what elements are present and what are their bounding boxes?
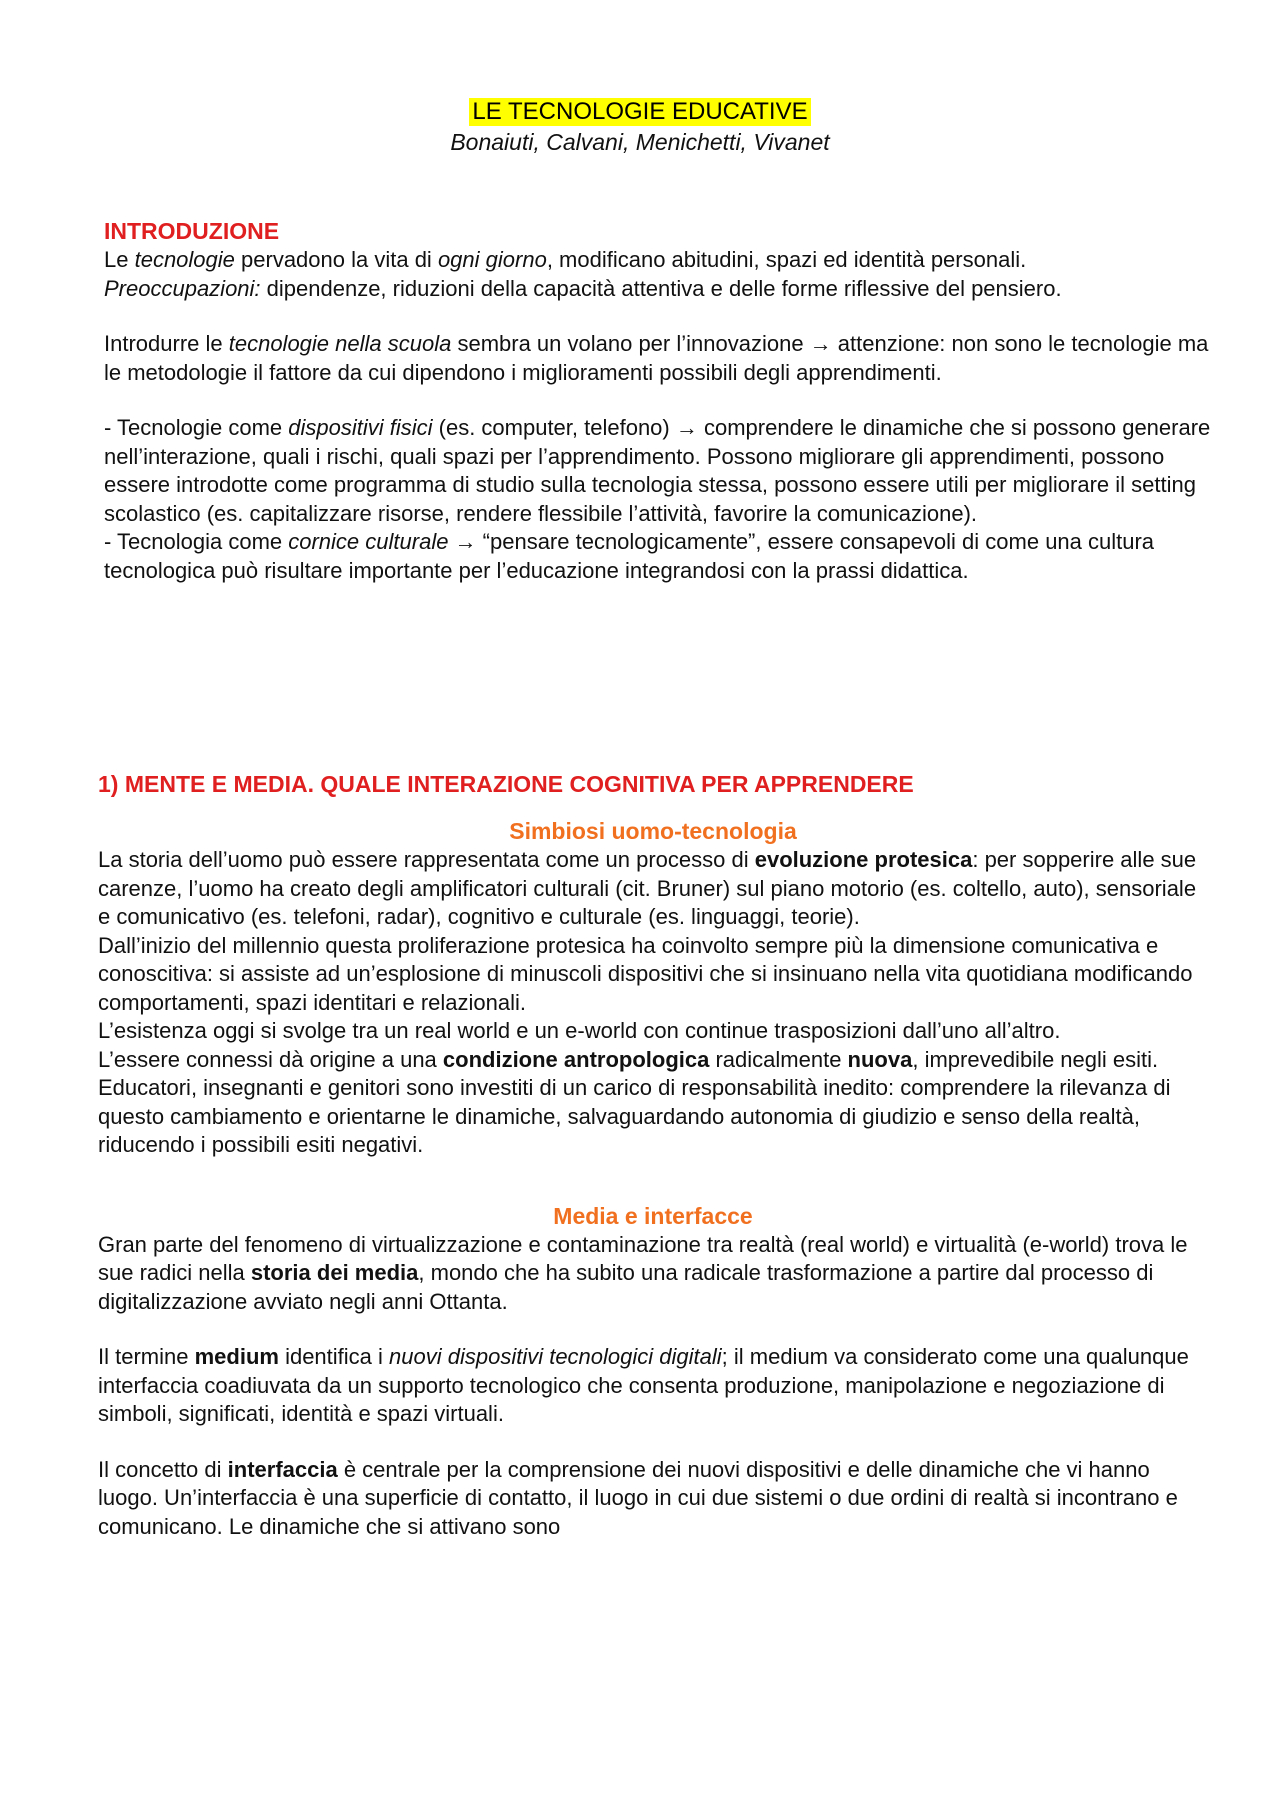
document-authors: Bonaiuti, Calvani, Menichetti, Vivanet — [450, 129, 830, 155]
intro-paragraph-3: - Tecnologie come dispositivi fisici (es. computer, telefono) → comprendere le dinamiche che si possono generare nell’interazione, quali i rischi, quali spazi per l’apprendimento. Possono migliorare gli apprendimenti, possono essere introdotte come programma di studio sulla tecnologia stessa, possono essere utili per migliorare il setting scolastico (es. capitalizzare risorse, rendere flessibile l’attività, favorire la comunicazione). — [104, 415, 1211, 526]
simbiosi-paragraph-2: Dall’inizio del millennio questa proliferazione protesica ha coinvolto sempre più la dimensione comunicativa e conoscitiva: si assiste ad un’esplosione di minuscoli dispositivi che si insinuano nella vita quotidiana modificando comportamenti, spazi identitari e relazionali. — [98, 932, 1193, 1015]
document-title: LE TECNOLOGIE EDUCATIVE — [469, 98, 810, 126]
media-paragraph-2: Il termine medium identifica i nuovi dispositivi tecnologici digitali; il medium va considerato come una qualunque interfaccia coadiuvata da un supporto tecnologico che consenta produzione, manipolazione e negoziazione di simboli, significati, identità e spazi virtuali. — [98, 1344, 1189, 1426]
section-1 — [98, 770, 1208, 1541]
simbiosi-paragraph-1: La storia dell’uomo può essere rappresentata come un processo di evoluzione protesica: per sopperire alle sue carenze, l’uomo ha creato degli amplificatori culturali (cit. Bruner) sul piano motorio (es. coltello, auto), sensoriale e comunicativo (es. telefoni, radar), cognitivo e culturale (es. linguaggi, teorie). — [98, 847, 1197, 929]
media-paragraph-3: Il concetto di interfaccia è centrale per la comprensione dei nuovi dispositivi e delle dinamiche che vi hanno luogo. Un’interfaccia è una superficie di contatto, il luogo in cui due sistemi o due ordini di realtà si incontrano e comunicano. Le dinamiche che si attivano sono — [98, 1456, 1178, 1539]
intro-section — [104, 217, 1214, 585]
intro-paragraph-2: Introdurre le tecnologie nella scuola sembra un volano per l’innovazione → attenzione: non sono le tecnologie ma le metodologie il fattore da cui dipendono i miglioramenti possibili degli apprendimenti. — [104, 331, 1209, 385]
simbiosi-paragraph-4: L’essere connessi dà origine a una condizione antropologica radicalmente nuova, imprevedibile negli esiti. — [98, 1046, 1159, 1072]
subsection-simbiosi-heading: Simbiosi uomo-tecnologia — [509, 818, 797, 844]
section-1-heading: 1) MENTE E MEDIA. QUALE INTERAZIONE COGNITIVA PER APPRENDERE — [98, 771, 914, 797]
document-header — [0, 98, 1280, 157]
simbiosi-paragraph-3: L’esistenza oggi si svolge tra un real world e un e-world con continue trasposizioni dall’uno all’altro. — [98, 1018, 1061, 1043]
intro-paragraph-4: - Tecnologia come cornice culturale → “pensare tecnologicamente”, essere consapevoli di come una cultura tecnologica può risultare importante per l’educazione integrandosi con la prassi didattica. — [104, 529, 1155, 583]
intro-heading: INTRODUZIONE — [104, 218, 280, 244]
media-paragraph-1: Gran parte del fenomeno di virtualizzazione e contaminazione tra realtà (real world) e virtualità (e-world) trova le sue radici nella storia dei media, mondo che ha subito una radicale trasformazione a partire dal processo di digitalizzazione avviato negli anni Ottanta. — [98, 1231, 1188, 1314]
subsection-media-heading: Media e interfacce — [553, 1202, 753, 1229]
simbiosi-paragraph-5: Educatori, insegnanti e genitori sono investiti di un carico di responsabilità inedito: comprendere la rilevanza di questo cambiamento e orientarne le dinamiche, salvaguardando autonomia di giudizio e senso della realtà, riducendo i possibili esiti negativi. — [98, 1075, 1171, 1157]
intro-paragraph-1: Le tecnologie pervadono la vita di ogni giorno, modificano abitudini, spazi ed identità personali. Preoccupazioni: dipendenze, riduzioni della capacità attentiva e delle forme riflessive del pensiero. — [104, 247, 1062, 301]
